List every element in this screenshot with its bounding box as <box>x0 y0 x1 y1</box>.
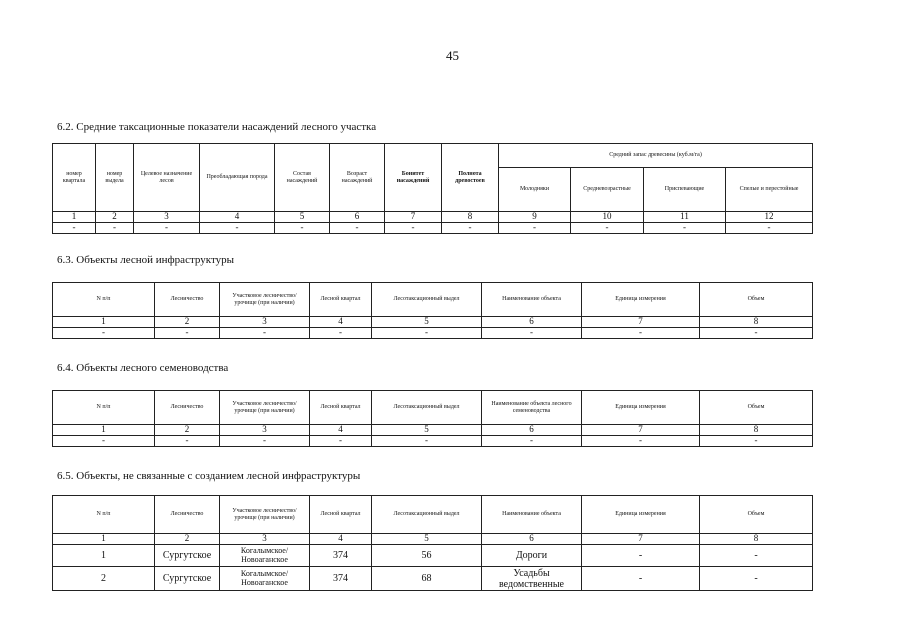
header-forest-quarter: Лесной квартал <box>310 283 372 317</box>
col-num: 4 <box>310 534 372 545</box>
col-num: 1 <box>53 317 155 328</box>
section-title-6-4: 6.4. Объекты лесного семеноводства <box>57 362 229 374</box>
header-forest-quarter: Лесной квартал <box>310 496 372 534</box>
col-num: 9 <box>499 212 571 223</box>
cell: - <box>582 328 700 339</box>
col-num: 2 <box>155 317 220 328</box>
cell-district-forestry: Когалымское/ Новоаганское <box>220 567 310 591</box>
column-number-row <box>53 425 813 436</box>
forest-infrastructure-table <box>52 282 813 339</box>
column-number-row <box>53 534 813 545</box>
cell: - <box>482 436 582 447</box>
column-number-row <box>53 212 813 223</box>
header-density: Полнота древостоев <box>442 144 499 212</box>
cell: - <box>499 223 571 234</box>
header-young-stands: Молодняки <box>499 168 571 212</box>
col-num: 2 <box>155 534 220 545</box>
col-num: 3 <box>220 534 310 545</box>
cell-object-name: Усадьбы ведомственные <box>482 567 582 591</box>
col-num: 5 <box>372 317 482 328</box>
col-num: 12 <box>726 212 813 223</box>
col-num: 11 <box>644 212 726 223</box>
header-district-forestry: Участковое лесничество/урочище (при наличии) <box>220 391 310 425</box>
col-num: 5 <box>275 212 330 223</box>
cell: - <box>220 328 310 339</box>
header-volume: Объем <box>700 391 813 425</box>
col-num: 3 <box>220 425 310 436</box>
cell-row-number: 1 <box>53 545 155 567</box>
cell: - <box>96 223 134 234</box>
section-title-6-5: 6.5. Объекты, не связанные с созданием лесной инфраструктуры <box>57 470 361 482</box>
table-row <box>53 545 813 567</box>
header-dominant-species: Преобладающая порода <box>200 144 275 212</box>
col-num: 2 <box>96 212 134 223</box>
col-num: 10 <box>571 212 644 223</box>
section-title-6-2: 6.2. Средние таксационные показатели насаждений лесного участка <box>57 121 377 133</box>
cell: - <box>275 223 330 234</box>
header-forestry: Лесничество <box>155 496 220 534</box>
header-quarter-number: номер квартала <box>53 144 96 212</box>
header-volume: Объем <box>700 283 813 317</box>
cell: - <box>220 436 310 447</box>
header-plot-number: номер выдела <box>96 144 134 212</box>
cell-row-number: 2 <box>53 567 155 591</box>
cell: - <box>571 223 644 234</box>
header-taxation-plot: Лесотаксационный выдел <box>372 391 482 425</box>
col-num: 5 <box>372 425 482 436</box>
header-row-number: N п/п <box>53 283 155 317</box>
cell: - <box>155 436 220 447</box>
cell-forestry: Сургутское <box>155 567 220 591</box>
header-district-forestry: Участковое лесничество/урочище (при наличии) <box>220 496 310 534</box>
header-forest-quarter: Лесной квартал <box>310 391 372 425</box>
table-row <box>53 436 813 447</box>
col-num: 4 <box>200 212 275 223</box>
col-num: 3 <box>134 212 200 223</box>
header-volume: Объем <box>700 496 813 534</box>
col-num: 2 <box>155 425 220 436</box>
header-forest-purpose: Целевое назначение лесов <box>134 144 200 212</box>
page-number: 45 <box>446 48 459 63</box>
col-num: 4 <box>310 317 372 328</box>
cell: - <box>53 328 155 339</box>
cell: - <box>53 223 96 234</box>
header-middle-aged: Средневозрастные <box>571 168 644 212</box>
header-unit: Единица измерения <box>582 283 700 317</box>
cell: - <box>200 223 275 234</box>
header-object-name: Наименование объекта <box>482 496 582 534</box>
col-num: 7 <box>582 534 700 545</box>
header-object-name: Наименование объекта <box>482 283 582 317</box>
cell: - <box>53 436 155 447</box>
col-num: 8 <box>442 212 499 223</box>
cell-forest-quarter: 374 <box>310 545 372 567</box>
cell: - <box>644 223 726 234</box>
cell-volume: - <box>700 567 813 591</box>
column-number-row <box>53 317 813 328</box>
col-num: 6 <box>330 212 385 223</box>
header-composition: Состав насаждений <box>275 144 330 212</box>
col-num: 8 <box>700 425 813 436</box>
cell-object-name: Дороги <box>482 545 582 567</box>
header-row-number: N п/п <box>53 391 155 425</box>
cell-volume: - <box>700 545 813 567</box>
header-forestry: Лесничество <box>155 391 220 425</box>
col-num: 3 <box>220 317 310 328</box>
cell: - <box>155 328 220 339</box>
cell-unit: - <box>582 545 700 567</box>
header-taxation-plot: Лесотаксационный выдел <box>372 283 482 317</box>
section-title-6-3: 6.3. Объекты лесной инфраструктуры <box>57 254 234 266</box>
cell: - <box>582 436 700 447</box>
cell: - <box>385 223 442 234</box>
header-unit: Единица измерения <box>582 496 700 534</box>
col-num: 6 <box>482 425 582 436</box>
cell: - <box>310 328 372 339</box>
col-num: 4 <box>310 425 372 436</box>
cell: - <box>310 436 372 447</box>
header-wood-stock-group: Средний запас древесины (куб.м/га) <box>499 144 813 168</box>
header-seed-object-name: Наименование объекта лесного семеноводства <box>482 391 582 425</box>
cell-taxation-plot: 56 <box>372 545 482 567</box>
header-forestry: Лесничество <box>155 283 220 317</box>
cell: - <box>700 436 813 447</box>
col-num: 5 <box>372 534 482 545</box>
header-row-number: N п/п <box>53 496 155 534</box>
cell-forestry: Сургутское <box>155 545 220 567</box>
col-num: 1 <box>53 425 155 436</box>
col-num: 1 <box>53 212 96 223</box>
seed-production-table <box>52 390 813 447</box>
cell: - <box>372 436 482 447</box>
stand-indicators-table <box>52 143 813 234</box>
cell: - <box>726 223 813 234</box>
header-age: Возраст насаждений <box>330 144 385 212</box>
cell: - <box>134 223 200 234</box>
cell: - <box>442 223 499 234</box>
cell-district-forestry: Когалымское/ Новоаганское <box>220 545 310 567</box>
cell: - <box>700 328 813 339</box>
header-district-forestry: Участковое лесничество/урочище (при наличии) <box>220 283 310 317</box>
col-num: 6 <box>482 534 582 545</box>
cell: - <box>372 328 482 339</box>
cell: - <box>482 328 582 339</box>
col-num: 8 <box>700 534 813 545</box>
cell-taxation-plot: 68 <box>372 567 482 591</box>
header-mature-overmature: Спелые и перестойные <box>726 168 813 212</box>
col-num: 7 <box>385 212 442 223</box>
header-unit: Единица измерения <box>582 391 700 425</box>
header-maturing: Приспевающие <box>644 168 726 212</box>
non-infrastructure-objects-table <box>52 495 813 591</box>
table-row <box>53 567 813 591</box>
table-row <box>53 328 813 339</box>
col-num: 7 <box>582 425 700 436</box>
col-num: 8 <box>700 317 813 328</box>
header-taxation-plot: Лесотаксационный выдел <box>372 496 482 534</box>
table-row <box>53 223 813 234</box>
col-num: 6 <box>482 317 582 328</box>
col-num: 1 <box>53 534 155 545</box>
cell-unit: - <box>582 567 700 591</box>
cell: - <box>330 223 385 234</box>
col-num: 7 <box>582 317 700 328</box>
cell-forest-quarter: 374 <box>310 567 372 591</box>
header-bonitet: Бонитет насаждений <box>385 144 442 212</box>
